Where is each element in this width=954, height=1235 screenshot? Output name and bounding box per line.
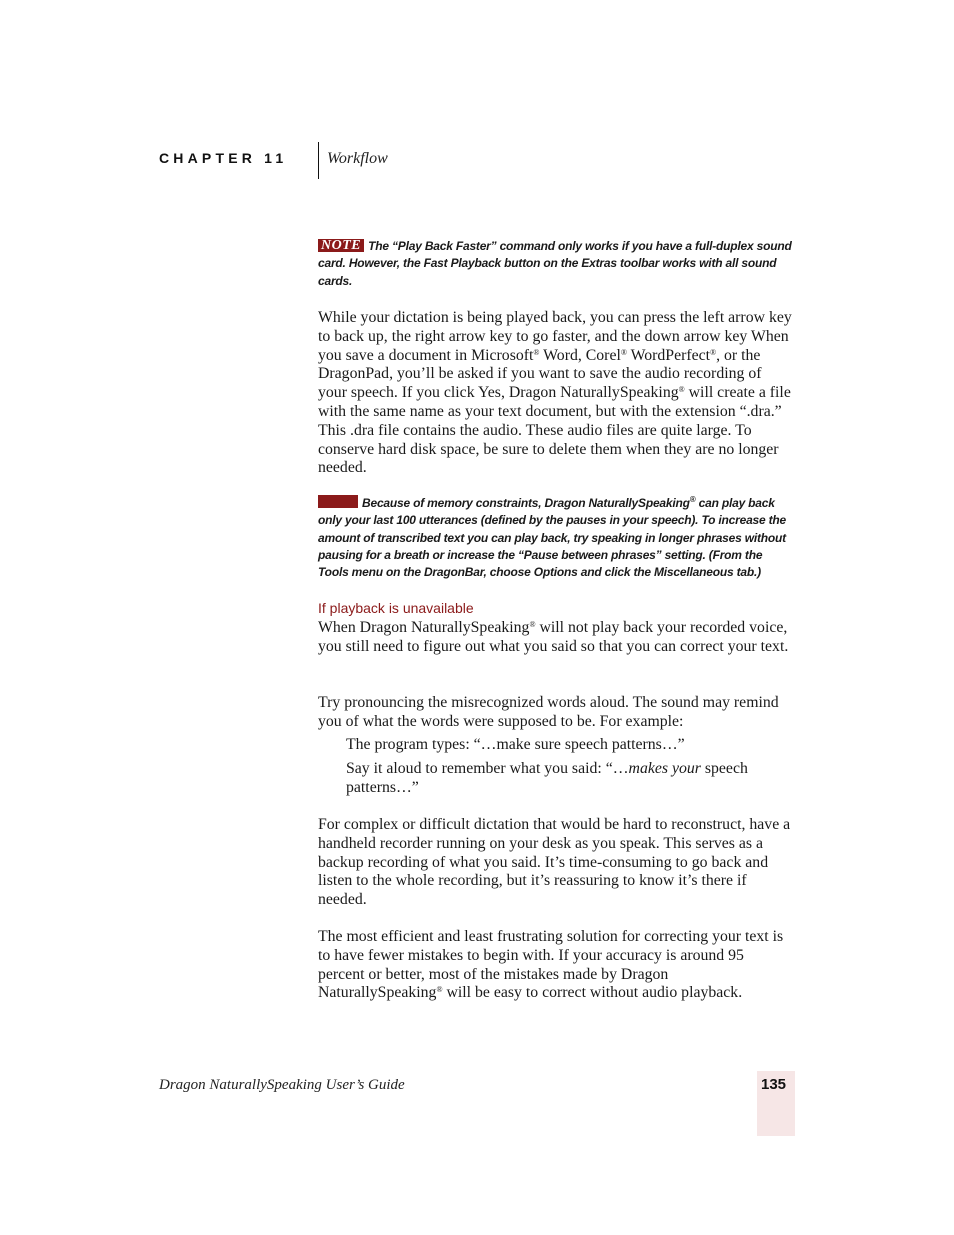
paragraph-fewer-mistakes <box>318 928 794 1003</box>
text-run: While your dictation is being played back, you can press the left arrow key to back up, the right arrow key to go faster, and the down arrow key When you save a document in Microsoft <box>318 309 792 364</box>
text-run: will be easy to correct without audio playback. <box>442 984 743 1002</box>
text-run: WordPerfect <box>626 346 711 364</box>
text-run: Word, Corel <box>539 346 621 364</box>
footer-book-title: Dragon NaturallySpeaking User’s Guide <box>159 1077 405 1093</box>
text-run: , or the DragonPad, you’ll be asked if you want to save the audio recording of your speech. If you click Yes, Dragon NaturallySpeaking <box>318 346 762 402</box>
paragraph-playback-keys <box>318 309 794 478</box>
example-say-aloud <box>346 760 786 798</box>
note-text: The “Play Back Faster” command only works if you have a full-duplex sound card. However, the Fast Playback button on the Extras toolbar works with all sound cards. <box>318 239 792 288</box>
paragraph-recorder: For complex or difficult dictation that would be hard to reconstruct, have a handheld recorder running on your desk as you speak. This serves as a backup recording of what you said. It’s time-consuming to go back and listen to the whole recording, but it’s reassuring to know it’s there if needed. <box>318 816 791 909</box>
tip-tag <box>318 495 358 508</box>
registered-mark: ® <box>620 347 627 357</box>
paragraph-unavailable <box>318 619 794 657</box>
text-run: When Dragon NaturallySpeaking <box>318 619 530 636</box>
header-divider <box>318 142 319 179</box>
chapter-label: CHAPTER 11 <box>159 150 288 166</box>
example-program-types: The program types: “…make sure speech patterns…” <box>346 736 685 753</box>
page-number: 135 <box>761 1076 787 1093</box>
section-heading: If playback is unavailable <box>318 600 474 616</box>
italic-text: makes your <box>628 760 701 777</box>
registered-mark: ® <box>436 985 443 995</box>
registered-mark: ® <box>678 385 685 395</box>
text-run: Say it aloud to remember what you said: “… <box>346 760 629 777</box>
text-run: can play back only your last 100 utterances (defined by the pauses in your speech). To increase the amount of transcribed text you can play back, try speaking in longer phrases without pausing for a breath or increase the “Pause between phrases” setting. (From the Tools menu on the DragonBar, choose Options and click the Miscellaneous tab.) <box>318 496 787 580</box>
registered-mark: ® <box>689 495 696 504</box>
tip-callout <box>318 495 794 581</box>
section-title: Workflow <box>327 150 388 167</box>
registered-mark: ® <box>529 620 536 629</box>
text-run: The most efficient and least frustrating solution for correcting your text is to have fewer mistakes to begin with. If your accuracy is around 95 percent or better, most of the mistakes made by Dragon NaturallySpeaking <box>318 928 784 1002</box>
text-run: will create a file with the same name as your text document, but with the extension “.dra.” This .dra file contains the audio. These audio files are quite large. To conserve hard disk space, be sure to delete them when they are no longer needed. <box>318 384 791 477</box>
paragraph-pronounce: Try pronouncing the misrecognized words aloud. The sound may remind you of what the words were supposed to be. For example: <box>318 694 779 730</box>
text-run: Because of memory constraints, Dragon NaturallySpeaking <box>362 496 690 510</box>
registered-mark: ® <box>710 347 717 357</box>
text-run: will not play back your recorded voice, you still need to figure out what you said so that you can correct your text. <box>318 619 789 655</box>
registered-mark: ® <box>533 347 540 357</box>
note-callout <box>318 238 794 290</box>
note-tag: NOTE <box>318 239 364 252</box>
text-run: speech patterns…” <box>346 760 748 796</box>
